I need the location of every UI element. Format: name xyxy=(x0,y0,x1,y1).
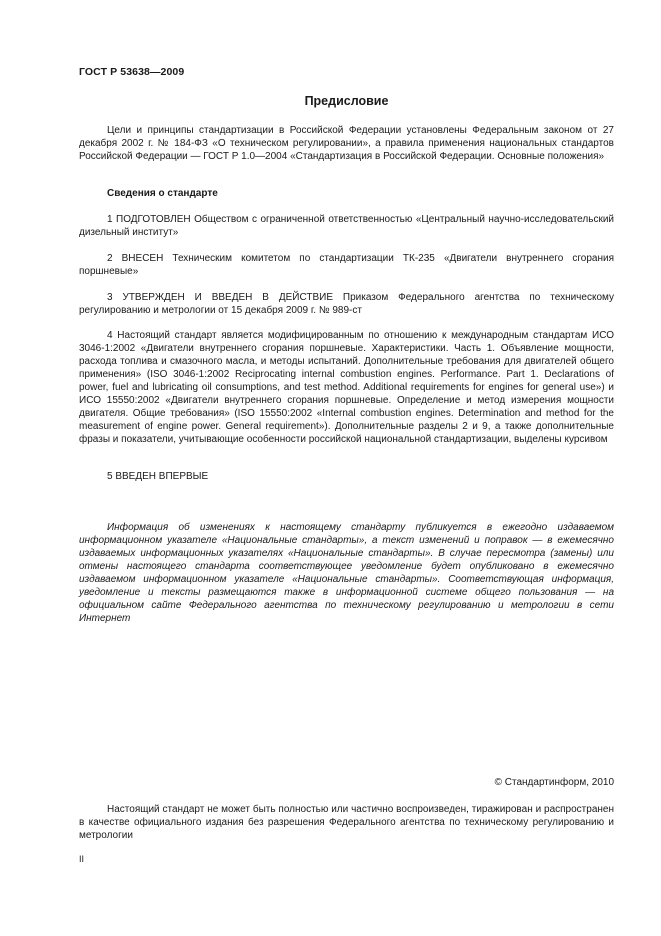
item-4: 4 Настоящий стандарт является модифицированным по отношению к международным стандартам ИСО 3046-1:2002 «Двигатели внутреннего сгорания поршневые. Характеристики. Часть 1. Объявление мощности, расхода топлива и смазочного масла, и методы испытаний. Дополнительные требования для двигателей общего применения» (ISO 3046-1:2002 Reciprocating internal combustion engines. Performance. Part 1. Declarations of power, fuel and lubricating oil consumptions, and test method. Additional requirements for engines for general use») и ИСО 15550:2002 «Двигатели внутреннего сгорания поршневые. Определение и метод измерения мощности двигателя. Общие требования» (ISO 15550:2002 «Internal combustion engines. Determination and method for the measurement of engine power. General requirement»). Дополнительные разделы 2 и 9, а также дополнительные фразы и показатели, учитывающие особенности российской национальной стандартизации, выделены курсивом xyxy=(79,330,614,445)
page-number: II xyxy=(79,854,85,864)
document-header-id: ГОСТ Р 53638—2009 xyxy=(79,66,185,78)
item-2: 2 ВНЕСЕН Техническим комитетом по стандартизации ТК-235 «Двигатели внутреннего сгорания поршневые» xyxy=(79,253,614,277)
item-3: 3 УТВЕРЖДЕН И ВВЕДЕН В ДЕЙСТВИЕ Приказом Федерального агентства по техническому регулированию и метрологии от 15 декабря 2009 г. № 989-ст xyxy=(79,292,614,316)
item-5: 5 ВВЕДЕН ВПЕРВЫЕ xyxy=(107,471,209,482)
copyright-line: © Стандартинформ, 2010 xyxy=(494,777,614,788)
page-title: Предисловие xyxy=(304,94,389,108)
reproduction-notice: Настоящий стандарт не может быть полностью или частично воспроизведен, тиражирован и распространен в качестве официального издания без разрешения Федерального агентства по техническому регулированию и метрологии xyxy=(79,804,614,841)
intro-paragraph: Цели и принципы стандартизации в Российской Федерации установлены Федеральным законом от 27 декабря 2002 г. № 184-ФЗ «О техническом регулировании», а правила применения национальных стандартов Российской Федерации — ГОСТ Р 1.0—2004 «Стандартизация в Российской Федерации. Основные положения» xyxy=(79,125,614,162)
notice-paragraph: Информация об изменениях к настоящему стандарту публикуется в ежегодно издаваемом информационном указателе «Национальные стандарты», а текст изменений и поправок — в ежемесячно издаваемых информационных указателях «Национальные стандарты». В случае пересмотра (замены) или отмены настоящего стандарта соответствующее уведомление будет опубликовано в ежемесячно издаваемом информационном указателе «Национальные стандарты». Соответствующая информация, уведомление и тексты размещаются также в информационной системе общего пользования — на официальном сайте Федерального агентства по техническому регулированию и метрологии в сети Интернет xyxy=(79,522,614,624)
item-1: 1 ПОДГОТОВЛЕН Обществом с ограниченной ответственностью «Центральный научно-исследовательский дизельный институт» xyxy=(79,214,614,238)
section-heading: Сведения о стандарте xyxy=(107,188,218,199)
